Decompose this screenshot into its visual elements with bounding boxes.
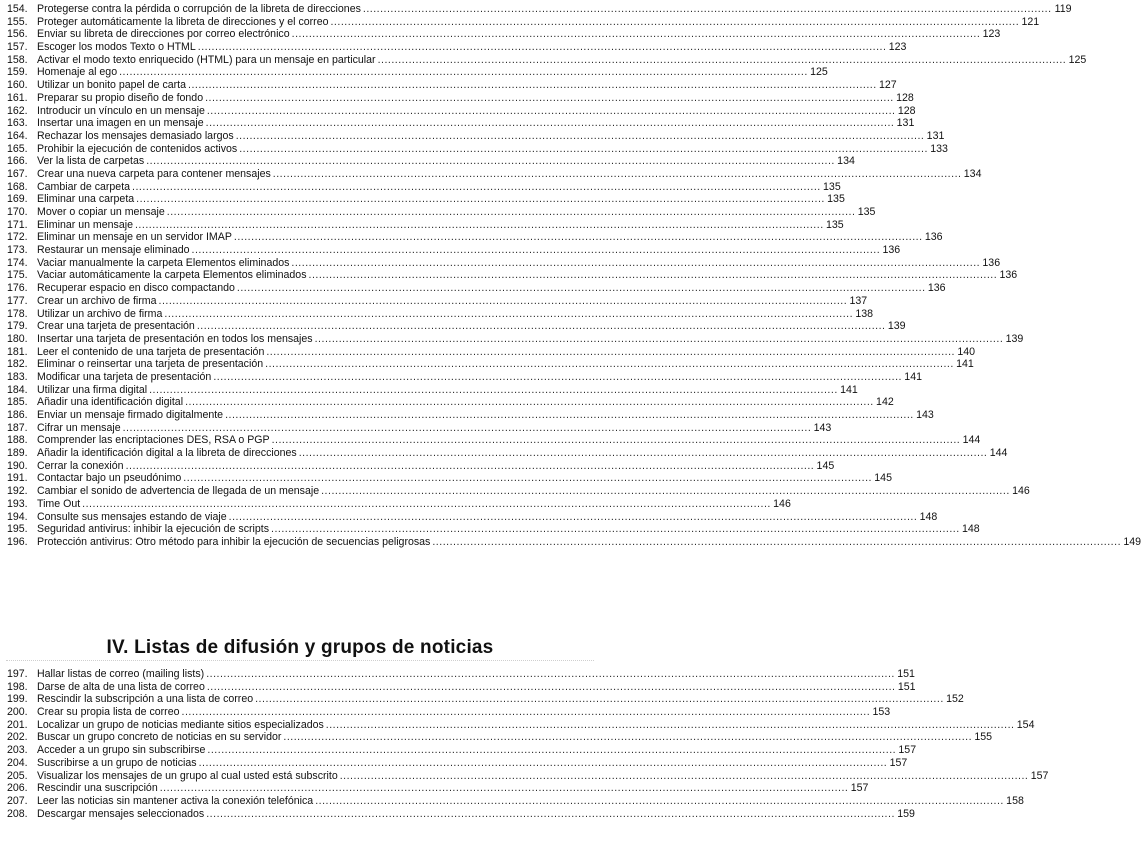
entry-title: Rescindir la subscripción a una lista de correo: [37, 693, 254, 706]
entry-title: Introducir un vínculo en un mensaje: [37, 104, 205, 117]
entry-number: 178.: [7, 307, 28, 320]
toc-entry: [7, 510, 938, 524]
dot-leader: ........................................................................................................................................................................................................: [325, 718, 1015, 731]
entry-title: Eliminar una carpeta: [37, 193, 135, 206]
toc-entry: [7, 256, 1001, 270]
entry-title: Darse de alta de una lista de correo: [37, 680, 205, 693]
entry-number: 172.: [7, 231, 28, 244]
entry-number: 154.: [7, 3, 28, 15]
dot-leader: ........................................................................................................................................................................................................: [321, 485, 1010, 498]
toc-entry: [7, 155, 855, 168]
entry-title: Añadir una identificación digital: [37, 396, 184, 409]
entry-page-number: 136: [927, 282, 946, 295]
entry-page-number: 135: [857, 206, 876, 218]
entry-page-number: 157: [898, 744, 917, 757]
entry-page-number: 128: [897, 104, 916, 117]
entry-page-number: 155: [974, 731, 993, 744]
toc-entry: [7, 434, 981, 447]
entry-number: 187.: [7, 421, 28, 434]
entry-page-number: 133: [930, 142, 948, 155]
entry-page-number: 136: [999, 269, 1018, 282]
entry-number: 157.: [7, 41, 28, 54]
entry-title: Añadir la identificación digital a la libreta de direcciones: [37, 447, 297, 460]
entry-title: Eliminar un mensaje: [37, 218, 133, 231]
entry-page-number: 141: [840, 383, 858, 396]
dot-leader: ........................................................................................................................................................................................................: [228, 510, 918, 523]
dot-leader: ........................................................................................................................................................................................................: [207, 744, 897, 757]
toc-entry: [7, 668, 915, 681]
entry-title: Cifrar un mensaje: [37, 421, 121, 434]
entry-number: 192.: [7, 485, 28, 498]
dot-leader: ........................................................................................................................................................................................................: [158, 294, 848, 307]
dot-leader: ........................................................................................................................................................................................................: [291, 28, 981, 41]
toc-entry: [7, 282, 946, 295]
toc-entry: [7, 485, 1030, 498]
entry-title: Suscribirse a un grupo de noticias: [37, 756, 197, 769]
dot-leader: ........................................................................................................................................................................................................: [181, 706, 871, 719]
entry-number: 202.: [7, 731, 28, 744]
entry-number: 174.: [7, 256, 28, 269]
dot-leader: ........................................................................................................................................................................................................: [266, 345, 956, 358]
entry-title: Vaciar manualmente la carpeta Elementos eliminados: [37, 256, 290, 269]
entry-number: 162.: [7, 104, 28, 117]
entry-title: Activar el modo texto enriquecido (HTML) para un mensaje en particular: [37, 53, 376, 66]
entry-page-number: 141: [956, 358, 974, 371]
entry-number: 186.: [7, 409, 28, 421]
entry-title: Restaurar un mensaje eliminado: [37, 244, 190, 257]
toc-entry: [7, 53, 1087, 67]
entry-page-number: 148: [962, 523, 980, 536]
dot-leader: ........................................................................................................................................................................................................: [166, 206, 856, 218]
toc-entry: [7, 794, 1024, 808]
entry-title: Leer el contenido de una tarjeta de presentación: [37, 345, 265, 358]
section-heading: IV. Listas de difusión y grupos de noticias: [106, 637, 494, 658]
entry-page-number: 139: [1005, 332, 1024, 345]
entry-page-number: 127: [878, 79, 897, 92]
entry-number: 166.: [7, 155, 28, 168]
entry-page-number: 137: [849, 294, 868, 307]
toc-list-part2: [7, 668, 1049, 820]
toc-entry: [7, 459, 835, 473]
toc-entry: [7, 15, 1040, 29]
entry-title: Enviar su libreta de direcciones por correo electrónico: [37, 28, 290, 41]
toc-entry: [7, 193, 845, 206]
toc-entry: [7, 307, 874, 321]
entry-page-number: 151: [897, 680, 916, 693]
toc-entry: [7, 756, 908, 770]
dot-leader: ........................................................................................................................................................................................................: [205, 117, 895, 130]
toc-entry: [7, 807, 915, 821]
entry-number: 206.: [7, 782, 28, 795]
dot-leader: ........................................................................................................................................................................................................: [159, 782, 849, 795]
entry-page-number: 143: [916, 409, 934, 421]
dot-leader: ........................................................................................................................................................................................................: [82, 497, 771, 510]
toc-entry: [7, 345, 976, 359]
entry-page-number: 135: [827, 193, 845, 206]
dot-leader: ........................................................................................................................................................................................................: [185, 396, 874, 409]
toc-entry: [7, 332, 1024, 346]
entry-number: 179.: [7, 320, 28, 333]
dot-leader: ........................................................................................................................................................................................................: [271, 523, 960, 536]
entry-page-number: 131: [896, 117, 915, 130]
dot-leader: ........................................................................................................................................................................................................: [308, 269, 998, 282]
entry-page-number: 151: [897, 668, 915, 680]
entry-number: 175.: [7, 269, 28, 282]
entry-title: Visualizar los mensajes de un grupo al cual usted está subscrito: [37, 769, 338, 782]
toc-entry: [7, 269, 1018, 282]
entry-title: Hallar listas de correo (mailing lists): [37, 668, 205, 680]
toc-entry: [7, 28, 1001, 41]
entry-number: 189.: [7, 447, 28, 460]
dot-leader: ........................................................................................................................................................................................................: [206, 668, 895, 680]
toc-entry: [7, 218, 844, 232]
toc-entry: [7, 523, 980, 536]
entry-page-number: 123: [982, 28, 1001, 41]
toc-entry: [7, 383, 858, 397]
entry-title: Leer las noticias sin mantener activa la conexión telefónica: [37, 794, 314, 807]
entry-title: Cambiar de carpeta: [37, 180, 131, 193]
dot-leader: ........................................................................................................................................................................................................: [235, 129, 925, 142]
toc-entry: [7, 180, 841, 194]
entry-number: 201.: [7, 718, 28, 731]
entry-number: 200.: [7, 706, 28, 719]
entry-page-number: 146: [1012, 485, 1030, 498]
entry-number: 185.: [7, 396, 28, 409]
entry-page-number: 144: [962, 434, 981, 447]
entry-number: 169.: [7, 193, 28, 206]
entry-title: Localizar un grupo de noticias mediante sitios especializados: [37, 718, 324, 731]
entry-title: Time Out: [37, 497, 81, 510]
entry-page-number: 154: [1016, 718, 1035, 731]
toc-entry: [7, 41, 907, 54]
entry-title: Utilizar una firma digital: [37, 383, 148, 396]
dot-leader: ........................................................................................................................................................................................................: [191, 244, 881, 257]
dot-leader: ........................................................................................................................................................................................................: [225, 409, 914, 421]
dot-leader: ........................................................................................................................................................................................................: [164, 307, 854, 320]
entry-title: Protegerse contra la pérdida o corrupción de la libreta de direcciones: [37, 3, 361, 15]
entry-page-number: 135: [823, 180, 841, 193]
toc-entry: [7, 497, 791, 511]
toc-entry: [7, 358, 974, 371]
entry-title: Homenaje al ego: [37, 66, 118, 79]
entry-number: 183.: [7, 370, 28, 383]
entry-title: Ver la lista de carpetas: [37, 155, 145, 168]
entry-title: Crear una tarjeta de presentación: [37, 320, 195, 333]
dot-leader: ........................................................................................................................................................................................................: [196, 320, 886, 333]
dot-leader: ........................................................................................................................................................................................................: [265, 358, 954, 371]
entry-number: 197.: [7, 668, 28, 680]
entry-title: Proteger automáticamente la libreta de direcciones y el correo: [37, 15, 329, 28]
dot-leader: ........................................................................................................................................................................................................: [255, 693, 944, 706]
entry-title: Crear un archivo de firma: [37, 294, 157, 307]
toc-entry: [7, 680, 916, 694]
entry-page-number: 140: [957, 345, 976, 358]
entry-number: 194.: [7, 510, 28, 523]
entry-number: 182.: [7, 358, 28, 371]
dot-leader: ........................................................................................................................................................................................................: [136, 193, 825, 206]
dot-leader: ........................................................................................................................................................................................................: [233, 231, 923, 244]
toc-entry: [7, 718, 1035, 732]
dot-leader: ........................................................................................................................................................................................................: [206, 807, 895, 820]
toc-entry: [7, 66, 828, 79]
section-divider: [6, 660, 594, 663]
toc-entry: [7, 129, 945, 143]
toc-entry: [7, 3, 1072, 16]
entry-title: Utilizar un archivo de firma: [37, 307, 163, 320]
dot-leader: ........................................................................................................................................................................................................: [206, 680, 896, 693]
entry-number: 177.: [7, 294, 28, 307]
entry-title: Vaciar automáticamente la carpeta Elementos eliminados: [37, 269, 307, 282]
entry-page-number: 152: [946, 693, 964, 706]
toc-entry: [7, 731, 993, 744]
entry-title: Prohibir la ejecución de contenidos activos: [37, 142, 238, 155]
entry-page-number: 131: [926, 129, 945, 142]
dot-leader: ........................................................................................................................................................................................................: [213, 370, 902, 383]
dot-leader: ........................................................................................................................................................................................................: [188, 79, 877, 92]
entry-page-number: 153: [872, 706, 891, 719]
dot-leader: ........................................................................................................................................................................................................: [362, 3, 1052, 15]
entry-number: 173.: [7, 244, 28, 257]
entry-number: 170.: [7, 206, 28, 218]
entry-number: 158.: [7, 53, 28, 66]
dot-leader: ........................................................................................................................................................................................................: [239, 142, 928, 155]
dot-leader: ........................................................................................................................................................................................................: [291, 256, 981, 269]
dot-leader: ........................................................................................................................................................................................................: [149, 383, 838, 396]
toc-entry: [7, 294, 868, 308]
toc-entry: [7, 421, 832, 435]
toc-entry: [7, 167, 982, 181]
entry-title: Utilizar un bonito papel de carta: [37, 79, 186, 92]
dot-leader: ........................................................................................................................................................................................................: [122, 421, 812, 434]
entry-page-number: 157: [850, 782, 869, 795]
entry-title: Buscar un grupo concreto de noticias en su servidor: [37, 731, 282, 744]
entry-title: Escoger los modos Texto o HTML: [37, 41, 196, 54]
entry-number: 191.: [7, 472, 28, 485]
entry-number: 181.: [7, 345, 28, 358]
entry-number: 188.: [7, 434, 28, 447]
entry-page-number: 148: [919, 510, 938, 523]
entry-number: 190.: [7, 459, 28, 472]
entry-page-number: 128: [896, 91, 914, 104]
dot-leader: ........................................................................................................................................................................................................: [271, 434, 961, 447]
entry-number: 164.: [7, 129, 28, 142]
entry-number: 171.: [7, 218, 28, 231]
toc-entry: [7, 370, 922, 384]
dot-leader: ........................................................................................................................................................................................................: [125, 459, 815, 472]
toc-entry: [7, 744, 917, 757]
toc-entry: [7, 231, 943, 244]
dot-leader: ........................................................................................................................................................................................................: [132, 180, 821, 193]
entry-title: Crear su propia lista de correo: [37, 706, 180, 719]
dot-leader: ........................................................................................................................................................................................................: [314, 332, 1004, 345]
dot-leader: ........................................................................................................................................................................................................: [206, 104, 896, 117]
entry-title: Insertar una imagen en un mensaje: [37, 117, 204, 130]
entry-number: 159.: [7, 66, 28, 79]
toc-entry: [7, 91, 914, 105]
entry-title: Preparar su propio diseño de fondo: [37, 91, 204, 104]
entry-page-number: 157: [1030, 769, 1049, 782]
entry-title: Enviar un mensaje firmado digitalmente: [37, 409, 224, 421]
entry-title: Rechazar los mensajes demasiado largos: [37, 129, 234, 142]
entry-number: 198.: [7, 680, 28, 693]
entry-page-number: 157: [889, 756, 908, 769]
dot-leader: ........................................................................................................................................................................................................: [432, 535, 1122, 548]
dot-leader: ........................................................................................................................................................................................................: [119, 66, 808, 79]
dot-leader: ........................................................................................................................................................................................................: [330, 15, 1020, 28]
entry-number: 155.: [7, 15, 28, 28]
entry-number: 180.: [7, 332, 28, 345]
entry-title: Cerrar la conexión: [37, 459, 124, 472]
entry-number: 195.: [7, 523, 28, 536]
toc-entry: [7, 409, 934, 422]
entry-number: 160.: [7, 79, 28, 92]
toc-entry: [7, 117, 915, 130]
entry-number: 204.: [7, 756, 28, 769]
entry-page-number: 144: [989, 447, 1008, 460]
toc-entry: [7, 693, 964, 706]
entry-number: 203.: [7, 744, 28, 757]
dot-leader: ........................................................................................................................................................................................................: [339, 769, 1029, 782]
dot-leader: ........................................................................................................................................................................................................: [283, 731, 973, 744]
entry-title: Eliminar o reinsertar una tarjeta de presentación: [37, 358, 264, 371]
entry-title: Insertar una tarjeta de presentación en todos los mensajes: [37, 332, 313, 345]
entry-title: Protección antivirus: Otro método para inhibir la ejecución de secuencias peligrosas: [37, 535, 431, 548]
entry-page-number: 136: [924, 231, 943, 244]
entry-page-number: 134: [963, 167, 982, 180]
entry-page-number: 136: [982, 256, 1001, 269]
entry-page-number: 138: [855, 307, 874, 320]
dot-leader: ........................................................................................................................................................................................................: [134, 218, 824, 231]
entry-page-number: 139: [887, 320, 906, 333]
toc-entry: [7, 206, 876, 219]
entry-number: 165.: [7, 142, 28, 155]
dot-leader: ........................................................................................................................................................................................................: [146, 155, 835, 168]
toc-entry: [7, 396, 894, 409]
entry-number: 161.: [7, 91, 28, 104]
toc-entry: [7, 79, 897, 92]
dot-leader: ........................................................................................................................................................................................................: [183, 472, 872, 485]
entry-number: 193.: [7, 497, 28, 510]
entry-number: 208.: [7, 807, 28, 820]
entry-page-number: 135: [825, 218, 844, 231]
entry-page-number: 141: [904, 370, 922, 383]
dot-leader: ........................................................................................................................................................................................................: [236, 282, 926, 295]
dot-leader: ........................................................................................................................................................................................................: [197, 41, 887, 54]
entry-title: Modificar una tarjeta de presentación: [37, 370, 212, 383]
entry-page-number: 145: [874, 472, 892, 485]
entry-page-number: 159: [897, 807, 915, 820]
toc-entry: [7, 320, 906, 333]
dot-leader: ........................................................................................................................................................................................................: [205, 91, 894, 104]
entry-title: Recuperar espacio en disco compactando: [37, 282, 235, 295]
entry-page-number: 123: [888, 41, 907, 54]
entry-title: Consulte sus mensajes estando de viaje: [37, 510, 227, 523]
entry-number: 163.: [7, 117, 28, 130]
toc-list-part1: [7, 3, 1141, 549]
toc-entry: [7, 142, 948, 156]
entry-title: Crear una nueva carpeta para contener mensajes: [37, 167, 271, 180]
entry-page-number: 119: [1054, 3, 1072, 15]
entry-page-number: 158: [1006, 794, 1024, 807]
dot-leader: ........................................................................................................................................................................................................: [272, 167, 962, 180]
entry-title: Comprender las encriptaciones DES, RSA o PGP: [37, 434, 270, 447]
entry-page-number: 125: [810, 66, 828, 79]
entry-title: Mover o copiar un mensaje: [37, 206, 165, 218]
entry-number: 196.: [7, 535, 28, 548]
entry-page-number: 142: [876, 396, 894, 409]
entry-page-number: 134: [837, 155, 855, 168]
entry-title: Rescindir una suscripción: [37, 782, 158, 795]
entry-page-number: 125: [1068, 53, 1087, 66]
toc-entry: [7, 535, 1141, 549]
entry-number: 176.: [7, 282, 28, 295]
entry-page-number: 143: [813, 421, 832, 434]
entry-title: Eliminar un mensaje en un servidor IMAP: [37, 231, 232, 244]
toc-entry: [7, 447, 1008, 460]
toc-entry: [7, 472, 892, 485]
dot-leader: ........................................................................................................................................................................................................: [315, 794, 1004, 807]
entry-page-number: 136: [882, 244, 901, 257]
dot-leader: ........................................................................................................................................................................................................: [198, 756, 888, 769]
entry-title: Cambiar el sonido de advertencia de llegada de un mensaje: [37, 485, 320, 498]
entry-title: Acceder a un grupo sin subscribirse: [37, 744, 206, 757]
entry-page-number: 145: [816, 459, 835, 472]
dot-leader: ........................................................................................................................................................................................................: [377, 53, 1067, 66]
entry-title: Seguridad antivirus: inhibir la ejecución de scripts: [37, 523, 270, 536]
toc-entry: [7, 244, 901, 257]
entry-page-number: 121: [1021, 15, 1040, 28]
entry-page-number: 146: [773, 497, 791, 510]
entry-number: 156.: [7, 28, 28, 41]
entry-title: Contactar bajo un pseudónimo: [37, 472, 182, 485]
entry-number: 168.: [7, 180, 28, 193]
entry-number: 205.: [7, 769, 28, 782]
entry-number: 167.: [7, 167, 28, 180]
dot-leader: ........................................................................................................................................................................................................: [298, 447, 988, 460]
entry-number: 207.: [7, 794, 28, 807]
entry-title: Descargar mensajes seleccionados: [37, 807, 205, 820]
entry-number: 184.: [7, 383, 28, 396]
entry-number: 199.: [7, 693, 28, 706]
toc-entry: [7, 104, 916, 118]
toc-entry: [7, 706, 891, 719]
toc-entry: [7, 769, 1049, 783]
entry-page-number: 149: [1123, 535, 1141, 548]
toc-entry: [7, 782, 869, 795]
